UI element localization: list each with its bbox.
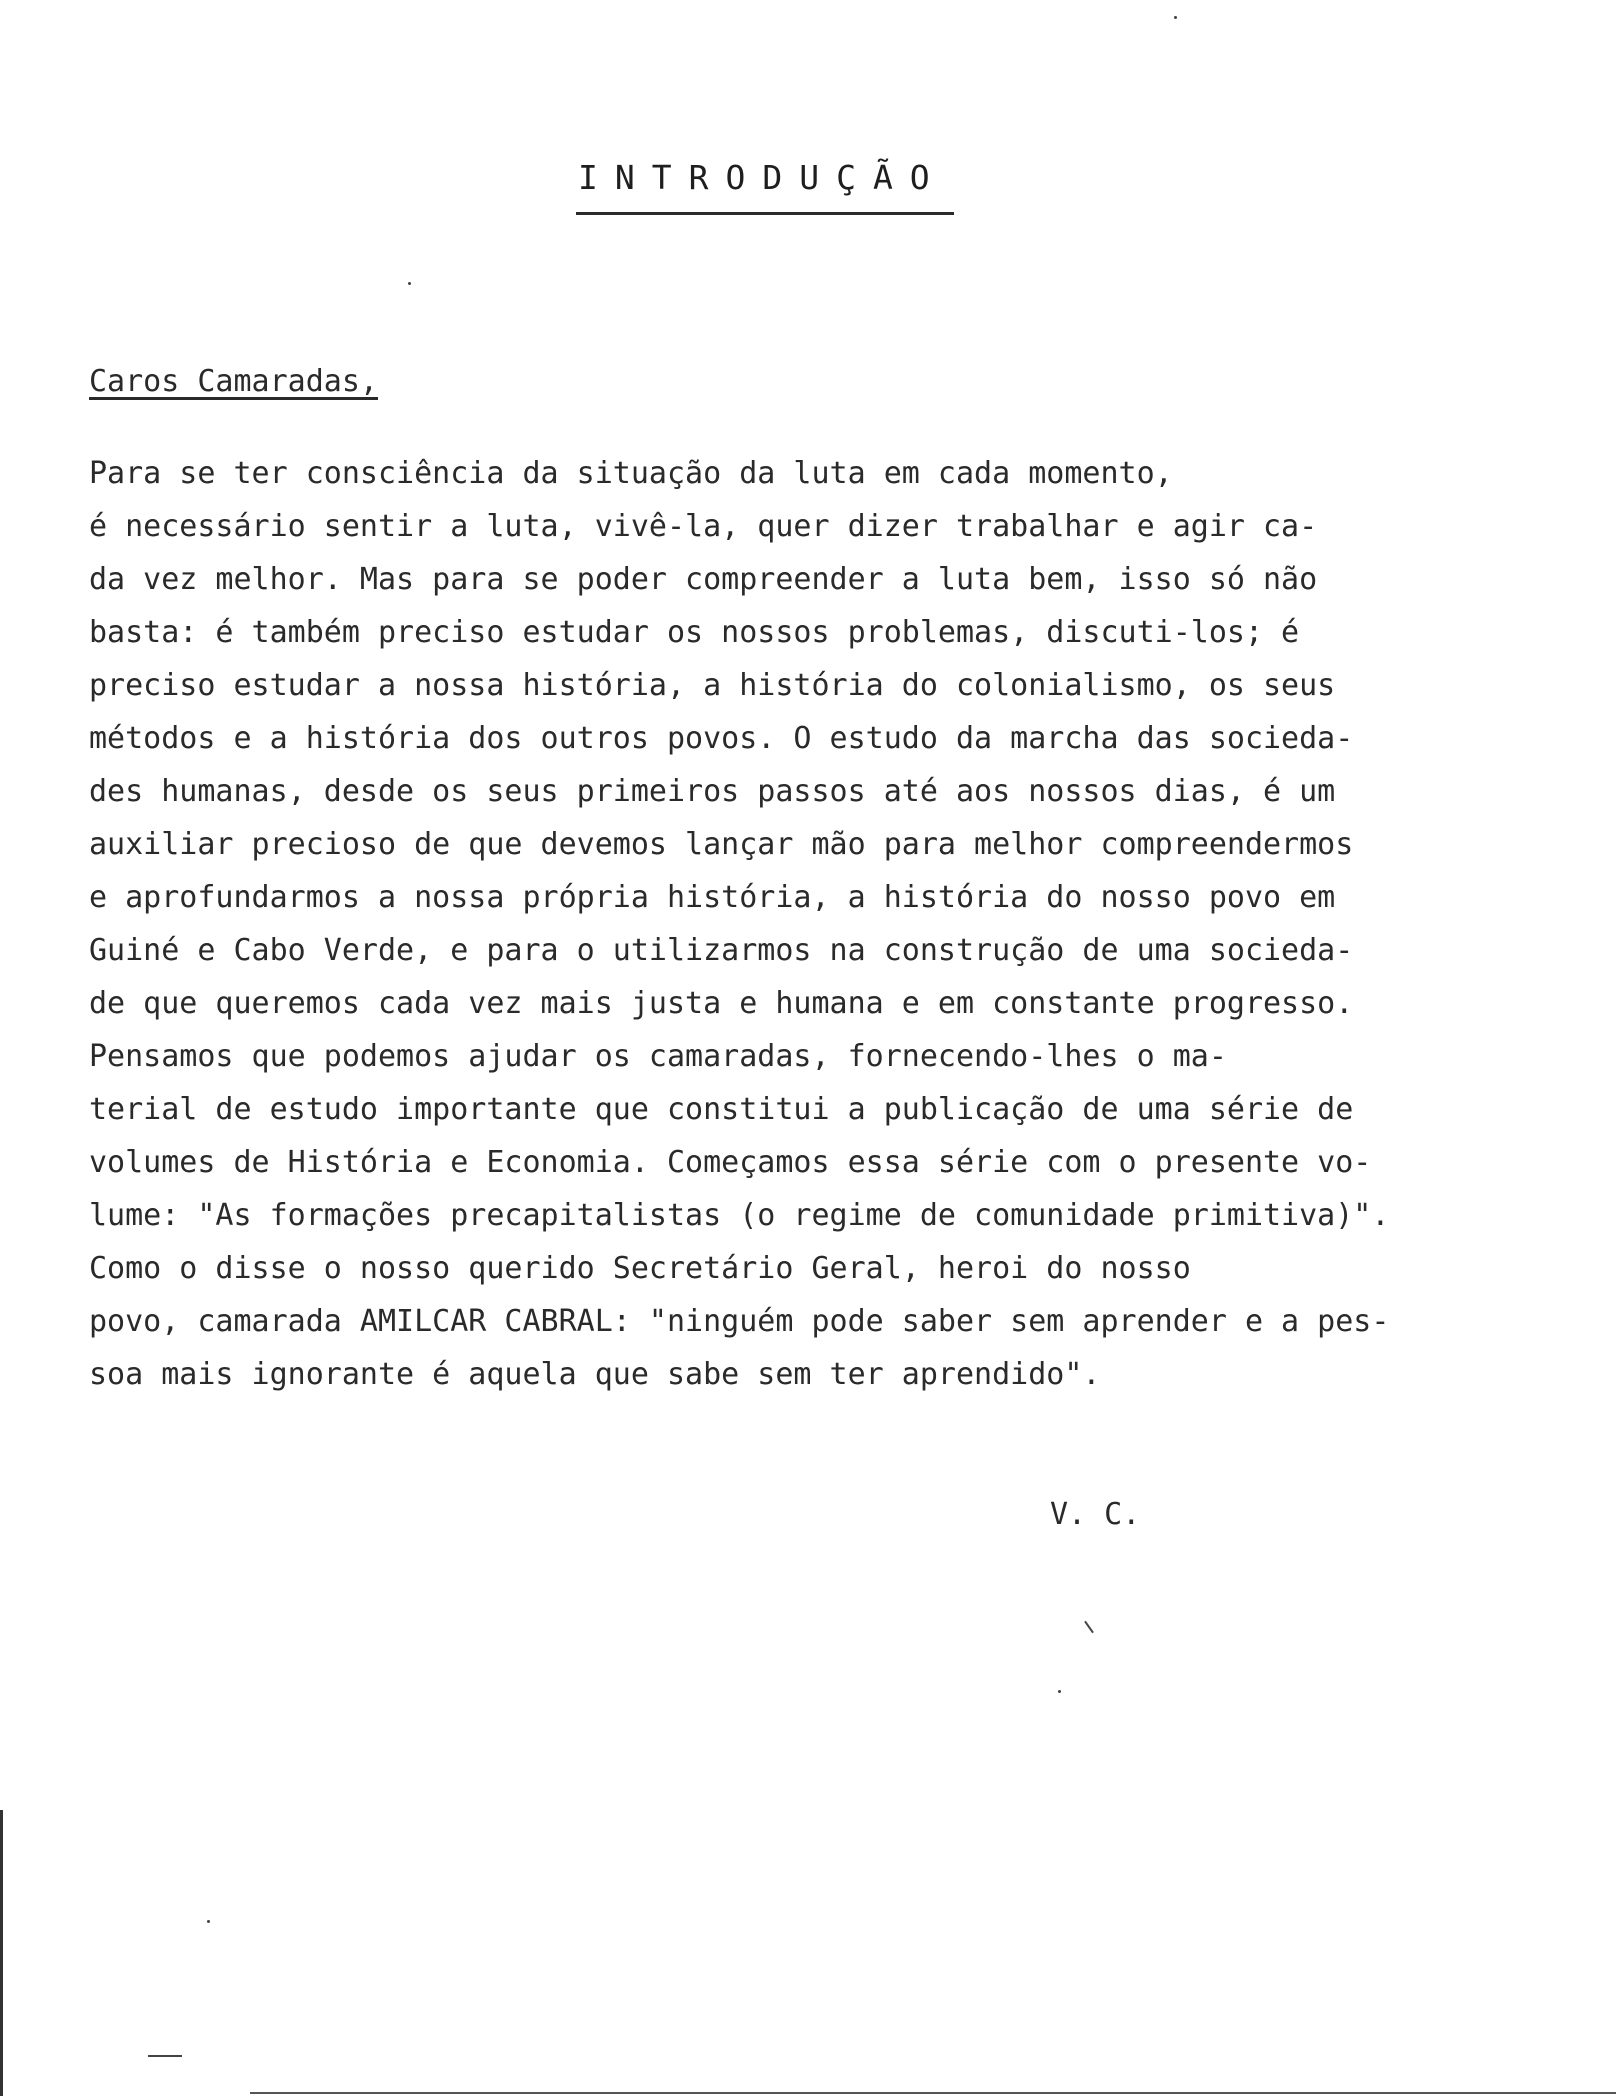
text-line: é necessário sentir a luta, vivê-la, quer dizer trabalhar e agir ca- xyxy=(89,509,1318,544)
text-line: basta: é também preciso estudar os nossos problemas, discuti-los; é xyxy=(89,615,1300,650)
scan-bottom-edge xyxy=(250,2092,1616,2094)
title-underline xyxy=(576,212,954,215)
scan-speck xyxy=(207,1920,210,1923)
salutation: Caros Camaradas, xyxy=(89,364,378,399)
scan-speck xyxy=(148,2055,182,2057)
text-line: lume: "As formações precapitalistas (o regime de comunidade primitiva)". xyxy=(89,1198,1390,1233)
scan-speck xyxy=(408,282,411,285)
text-line: Para se ter consciência da situação da luta em cada momento, xyxy=(89,456,1173,491)
scan-speck xyxy=(1174,16,1177,19)
text-line: auxiliar precioso de que devemos lançar mão para melhor compreendermos xyxy=(89,827,1354,862)
text-line: preciso estudar a nossa história, a história do colonialismo, os seus xyxy=(89,668,1336,703)
text-line: e aprofundarmos a nossa própria história, a história do nosso povo em xyxy=(89,880,1336,915)
text-line: da vez melhor. Mas para se poder compreender a luta bem, isso só não xyxy=(89,562,1318,597)
text-line: terial de estudo importante que constitui a publicação de uma série de xyxy=(89,1092,1354,1127)
text-line: povo, camarada AMILCAR CABRAL: "ninguém pode saber sem aprender e a pes- xyxy=(89,1304,1390,1339)
text-line: Como o disse o nosso querido Secretário Geral, heroi do nosso xyxy=(89,1251,1191,1286)
scan-speck xyxy=(1084,1621,1094,1634)
text-line: Guiné e Cabo Verde, e para o utilizarmos na construção de uma socieda- xyxy=(89,933,1354,968)
signature: V. C. xyxy=(1050,1497,1141,1532)
scan-speck xyxy=(1058,1690,1061,1693)
text-line: métodos e a história dos outros povos. O estudo da marcha das socieda- xyxy=(89,721,1354,756)
text-line: Pensamos que podemos ajudar os camaradas, fornecendo-lhes o ma- xyxy=(89,1039,1227,1074)
text-line: de que queremos cada vez mais justa e humana e em constante progresso. xyxy=(89,986,1354,1021)
page-title: INTRODUÇÃO xyxy=(578,158,947,197)
text-line: volumes de História e Economia. Começamos essa série com o presente vo- xyxy=(89,1145,1372,1180)
text-line: des humanas, desde os seus primeiros passos até aos nossos dias, é um xyxy=(89,774,1336,809)
text-line: soa mais ignorante é aquela que sabe sem ter aprendido". xyxy=(89,1357,1101,1392)
scan-left-edge xyxy=(0,1810,3,2096)
